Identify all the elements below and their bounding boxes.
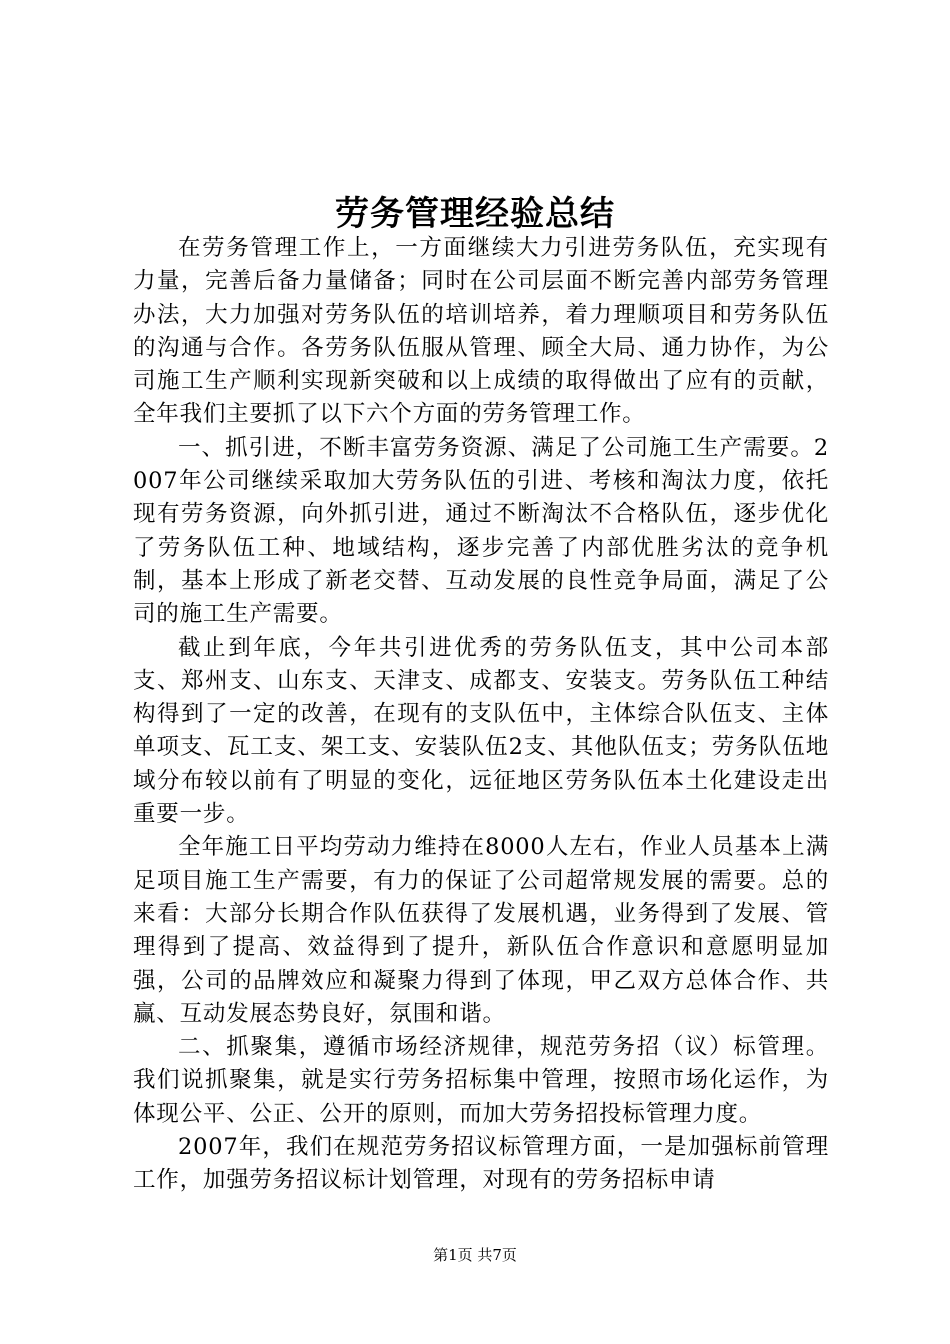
paragraph-recruitment-stats: 截止到年底，今年共引进优秀的劳务队伍支，其中公司本部支、郑州支、山东支、天津支、成都支、安装支。劳务队伍工种结构得到了一定的改善，在现有的支队伍中，主体综合队伍支、主体单项支、瓦工支、架工支、安装队伍2支、其他队伍支；劳务队伍地域分布较以前有了明显的变化，远征地区劳务队伍本土化建设走出重要一步。 (133, 634, 829, 828)
paragraph-section-2: 二、抓聚集，遵循市场经济规律，规范劳务招（议）标管理。我们说抓聚集，就是实行劳务招标集中管理，按照市场化运作，为体现公平、公正、公开的原则，而加大劳务招投标管理力度。 (133, 1034, 829, 1127)
paragraph-bidding-2007: 2007年，我们在规范劳务招议标管理方面，一是加强标前管理工作，加强劳务招议标计划管理，对现有的劳务招标申请 (133, 1134, 829, 1194)
paragraph-labor-force: 全年施工日平均劳动力维持在8000人左右，作业人员基本上满足项目施工生产需要，有力的保证了公司超常规发展的需要。总的来看：大部分长期合作队伍获得了发展机遇，业务得到了发展、管理得到了提高、效益得到了提升，新队伍合作意识和意愿明显加强，公司的品牌效应和凝聚力得到了体现，甲乙双方总体合作、共赢、互动发展态势良好，氛围和谐。 (133, 834, 829, 1027)
document-body (133, 232, 829, 1198)
paragraph-intro: 在劳务管理工作上，一方面继续大力引进劳务队伍，充实现有力量，完善后备力量储备；同时在公司层面不断完善内部劳务管理办法，大力加强对劳务队伍的培训培养，着力理顺项目和劳务队伍的沟通与合作。各劳务队伍服从管理、顾全大局、通力协作，为公司施工生产顺利实现新突破和以上成绩的取得做出了应有的贡献，全年我们主要抓了以下六个方面的劳务管理工作。 (133, 235, 829, 428)
document-title: 劳务管理经验总结 (335, 194, 615, 234)
page-footer: 第1页 共7页 (433, 1246, 517, 1264)
paragraph-section-1: 一、抓引进，不断丰富劳务资源、满足了公司施工生产需要。2007年公司继续采取加大劳务队伍的引进、考核和淘汰力度，依托现有劳务资源，向外抓引进，通过不断淘汰不合格队伍，逐步优化了劳务队伍工种、地域结构，逐步完善了内部优胜劣汰的竞争机制，基本上形成了新老交替、互动发展的良性竞争局面，满足了公司的施工生产需要。 (133, 434, 829, 628)
